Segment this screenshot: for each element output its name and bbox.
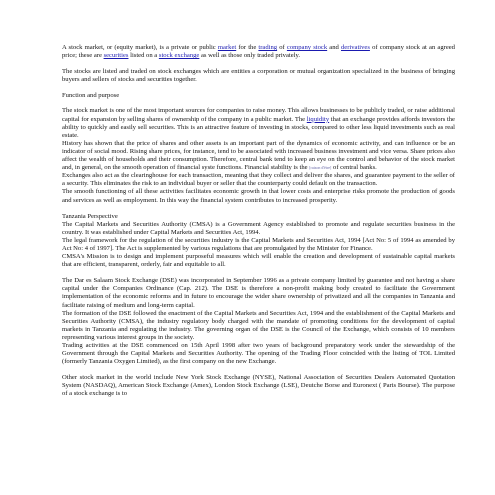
link-derivatives[interactable]: derivatives [340, 44, 370, 51]
paragraph-raise-money: The stock market is one of the most important sources for companies to raise money. This allows businesses to be publicly traded, or raise additional capital for expansion by selling shares of ownership of the company in a public market. The liquidity that an exchange provides affords investors the ability to quickly and easily sell securities. This is an attractive feature of investing in stocks, compared to other less liquid investments such as real estate. [62, 107, 455, 139]
paragraph-smooth-functioning: The smooth functioning of all these activities facilitates economic growth in that lower costs and enterprise risks promote the production of goods and services as well as employment. In this way the financial system contributes to increased prosperity. [62, 188, 455, 204]
heading-function-purpose: Function and purpose [62, 92, 120, 100]
paragraph-history: History has shown that the price of shares and other assets is an important part of the dynamics of economic activity, and can influence or be an indicator of social mood. Rising share prices, for instance, tend to be associated with increased business investment and vice versa. Share prices also affect the wealth of households and their consumption. Therefore, central bank tend to keep an eye on the control and behavior of the stock market and, in general, on the smooth operation of financial syste functions. Financial stability is the [raison d'être] of central banks. [62, 139, 455, 172]
paragraph-dse: The Dar es Salaam Stock Exchange (DSE) was incorporated in September 1996 as a private company limited by guarantee and not having a share capital under the Companies Ordinance (Cap. 212). The DSE is therefore a non-profit making body created to facilitate the Government implementation of the economic reforms and in future to encourage the wider share ownership of privatized and all the companies in Tanzania and facilitate raising of medium and long-term capital. [62, 277, 455, 309]
link-market[interactable]: market [217, 44, 237, 51]
heading-tanzania-perspective: Tanzania Perspective [62, 212, 118, 220]
paragraph-clearinghouse: Exchanges also act as the clearinghouse for each transaction, meaning that they collect and deliver the shares, and guarantee payment to the seller of a security. This eliminates the risk to an individual buyer or seller that the counterparty could default on the transaction. [62, 172, 455, 188]
link-company-stock[interactable]: company stock [286, 44, 328, 51]
link-stock-exchange[interactable]: stock exchange [158, 52, 200, 60]
paragraph-other-markets: Other stock market in the world include New York Stock Exchange (NYSE), National Association of Securities Dealers Automated Quotation System (NASDAQ), American Stock Exchange (Amex), London Stock Exchange (LSE), Deutche Borse and Euronext ( Paris Bourse). The purpose of a stock exchange is to [62, 374, 455, 398]
link-trading[interactable]: trading [258, 44, 278, 51]
paragraph-exchanges: The stocks are listed and traded on stock exchanges which are entities a corporation or mutual organization specialized in the business of bringing buyers and sellers of stocks and securities together. [62, 68, 455, 84]
paragraph-intro: A stock market, or (equity market), is a private or public market for the trading of company stock and derivatives of company stock at an agreed price; these are securities listed on a stock exchange as well as those only traded privately. [62, 44, 455, 60]
citation-raison-detre: [raison d'être] [309, 165, 332, 171]
paragraph-cmsa: The Capital Markets and Securities Authority (CMSA) is a Government Agency established to promote and regulate securities business in the country. It was established under Capital Markets and Securities Act, 1994. [62, 220, 455, 236]
paragraph-trading-activities: Trading activities at the DSE commenced on 15th April 1998 after two years of background preparatory work under the stewardship of the Government through the Capital Markets and Securities Authority. The opening of the Trading Floor coincided with the listing of TOL Limited (formerly Tanzania Oxygen Limited), as the first company on the new Exchange. [62, 342, 455, 366]
link-securities[interactable]: securities [103, 52, 129, 60]
paragraph-legal-framework: The legal framework for the regulation of the securities industry is the Capital Markets and Securities Act, 1994 [Act No: 5 of 1994 as amended by Act No: 4 of 1997]. The Act is supplemented by various regulations that are promulgated by the Minister for Finance. [62, 236, 455, 252]
paragraph-dse-formation: The formation of the DSE followed the enactment of the Capital Markets and Securities Act, 1994 and the establishment of the Capital Markets and Securities Authority (CMSA), the industry regulatory body charged with the mandate of promoting conditions for the development of capital markets in Tanzania and regulating the industry. The governing organ of the DSE is the Council of the Exchange, which consists of 10 members representing various interest groups in the society. [62, 309, 455, 341]
paragraph-cmsa-mission: CMSA's Mission is to design and implement purposeful measures which will enable the creation and development of sustainable capital markets that are efficient, transparent, orderly, fair and equitable to all. [62, 253, 455, 269]
link-liquidity[interactable]: liquidity [306, 115, 330, 123]
